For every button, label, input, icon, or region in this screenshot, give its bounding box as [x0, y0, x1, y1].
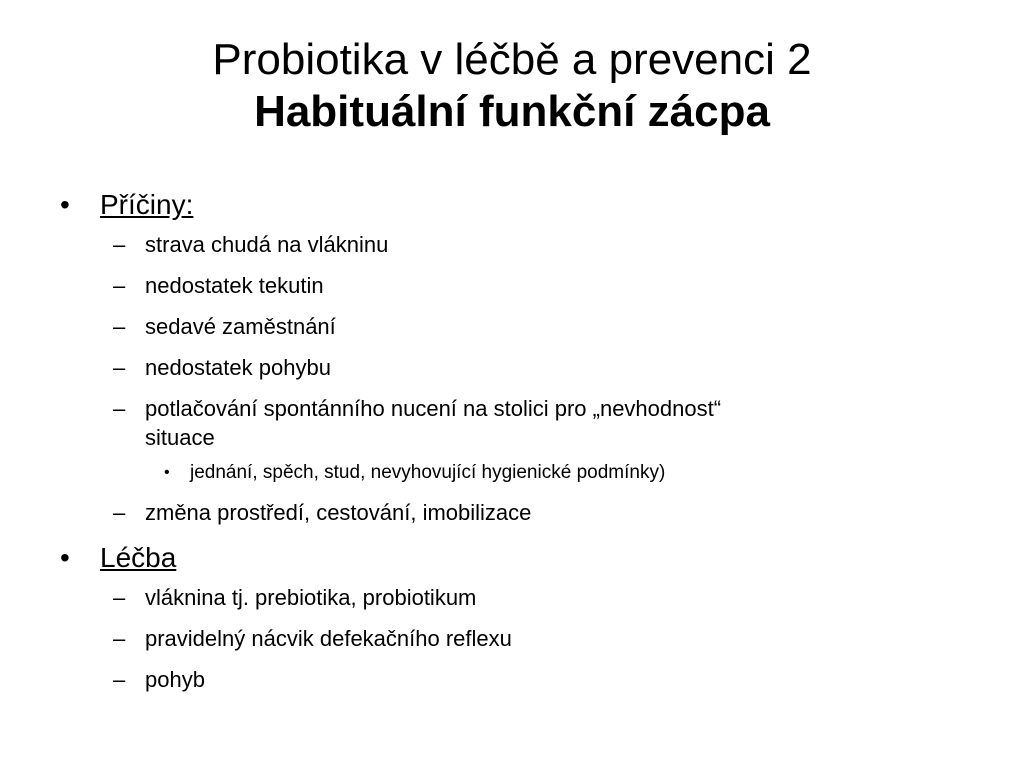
dash-icon: –	[113, 626, 126, 651]
list-item-text: strava chudá na vlákninu	[145, 232, 389, 257]
list-item	[0, 583, 745, 612]
list-item-text: pravidelný nácvik defekačního reflexu	[145, 626, 512, 651]
dash-icon: –	[113, 667, 126, 692]
sub-list-item-text: jednání, spěch, stud, nevyhovující hygienické podmínky)	[190, 462, 666, 483]
list-item	[0, 665, 745, 694]
sub-list-item	[0, 460, 1024, 486]
list-item-text: potlačování spontánního nucení na stolici pro „nevhodnost“ situace	[145, 396, 722, 450]
list-item	[0, 624, 745, 653]
dash-icon: –	[113, 500, 126, 525]
list-item	[0, 498, 745, 527]
list-item-text: sedavé zaměstnání	[145, 314, 336, 339]
section-heading-treatment	[0, 541, 1024, 575]
list-item	[0, 394, 735, 452]
list-item	[0, 230, 745, 259]
dash-icon: –	[113, 396, 126, 421]
list-item-text: nedostatek tekutin	[145, 273, 324, 298]
dash-icon: –	[113, 232, 126, 257]
section-heading-text: Léčba	[100, 542, 177, 573]
list-item-text: pohyb	[145, 667, 205, 692]
list-item	[0, 312, 745, 341]
dash-icon: –	[113, 273, 126, 298]
dash-icon: –	[113, 585, 126, 610]
dash-icon: –	[113, 355, 126, 380]
slide-content	[0, 188, 1024, 694]
slide-title	[0, 34, 1024, 138]
list-item	[0, 271, 745, 300]
bullet-icon: •	[60, 542, 70, 573]
list-item-text: nedostatek pohybu	[145, 355, 331, 380]
list-item-text: změna prostředí, cestování, imobilizace	[145, 500, 532, 525]
section-heading-causes	[0, 188, 1024, 222]
title-line-1: Probiotika v léčbě a prevenci 2	[212, 35, 812, 84]
bullet-icon: •	[60, 189, 70, 220]
dash-icon: –	[113, 314, 126, 339]
list-item	[0, 353, 745, 382]
section-heading-text: Příčiny:	[100, 189, 194, 220]
bullet-icon: •	[164, 464, 170, 481]
list-item-text: vláknina tj. prebiotika, probiotikum	[145, 585, 477, 610]
title-line-2: Habituální funkční zácpa	[254, 87, 770, 136]
